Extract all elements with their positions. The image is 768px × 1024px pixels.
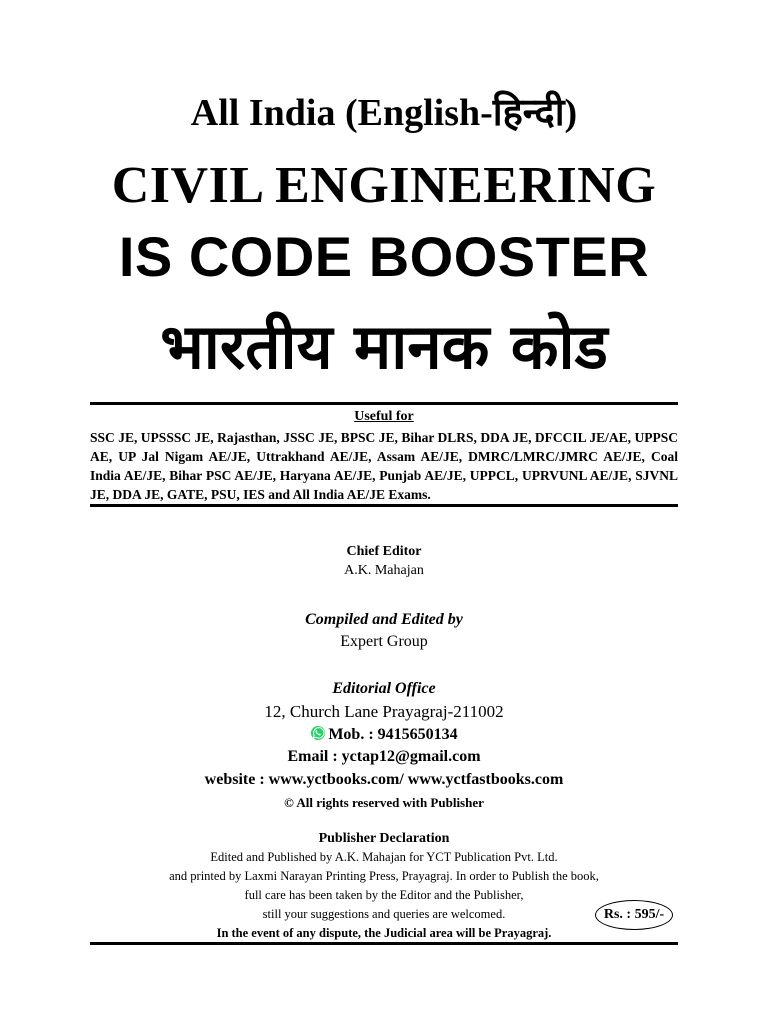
publisher-declaration-text [120,848,648,943]
top-divider [90,402,678,405]
mobile-line [0,724,768,745]
website-line: website : www.yctbooks.com/ www.yctfastbooks.com [204,771,564,788]
title-civil-engineering: CIVIL ENGINEERING [111,157,657,214]
declaration-line: full care has been taken by the Editor and the Publisher, [244,888,524,902]
publisher-declaration-label: Publisher Declaration [318,831,450,846]
declaration-line: Edited and Published by A.K. Mahajan for YCT Publication Pvt. Ltd. [210,850,558,864]
chief-editor-name: A.K. Mahajan [344,563,424,578]
rights-line: © All rights reserved with Publisher [284,795,484,810]
title-hindi: भारतीय मानक कोड [160,310,608,383]
compiled-name: Expert Group [340,633,428,650]
title-line-all-india: All India (English-हिन्दी) [190,92,578,134]
declaration-line-dispute: In the event of any dispute, the Judicial area will be Prayagraj. [216,926,552,940]
useful-for-heading: Useful for [354,409,414,424]
declaration-line: and printed by Laxmi Narayan Printing Press, Prayagraj. In order to Publish the book, [169,869,599,883]
whatsapp-icon [310,725,326,741]
office-address: 12, Church Lane Prayagraj-211002 [264,702,504,721]
editorial-office-label: Editorial Office [332,680,436,697]
bottom-divider [90,504,678,507]
footer-divider [90,942,678,945]
title-is-code-booster: IS CODE BOOSTER [118,225,650,288]
email-line: Email : yctap12@gmail.com [287,748,481,765]
price-badge: Rs. : 595/- [595,900,673,930]
mobile-number: Mob. : 9415650134 [328,726,458,743]
declaration-line: still your suggestions and queries are welcomed. [262,907,506,921]
exam-list: SSC JE, UPSSSC JE, Rajasthan, JSSC JE, BPSC JE, Bihar DLRS, DDA JE, DFCCIL JE/AE, UPPSC AE, UP Jal Nigam AE/JE, Uttrakhand AE/JE, Assam AE/JE, DMRC/LMRC/JMRC AE/JE, Coal India AE/JE, Bihar PSC AE/JE, Haryana AE/JE, Punjab AE/JE, UPPCL, UPRVUNL AE/JE, SJVNL JE, DDA JE, GATE, PSU, IES and All India AE/JE Exams. [90,430,678,502]
chief-editor-label: Chief Editor [346,544,422,559]
compiled-label: Compiled and Edited by [305,611,463,628]
